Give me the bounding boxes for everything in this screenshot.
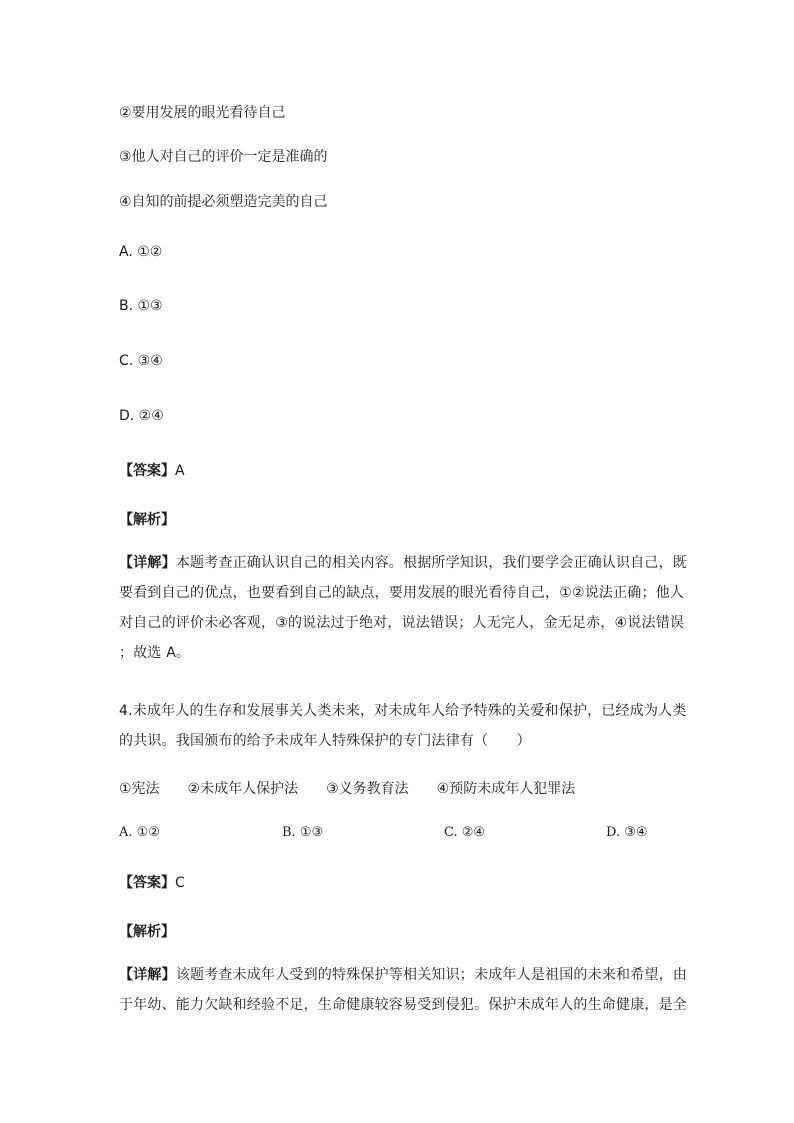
q3-detail-line-3: 对自己的评价未必客观，③的说法过于绝对，说法错误；人无完人，金无足赤，④说法错误 bbox=[119, 615, 685, 631]
q4-detail-line-1 bbox=[119, 960, 688, 990]
q3-answer-value: A bbox=[175, 463, 185, 479]
q3-answer bbox=[119, 461, 185, 481]
q3-option-d: D. ②④ bbox=[119, 408, 164, 424]
q4-detail-line-2: 于年幼、能力欠缺和经验不足，生命健康较容易受到侵犯。保护未成年人的生命健康，是全 bbox=[119, 997, 687, 1013]
q3-detail-text-1: 本题考查正确认识自己的相关内容。根据所学知识，我们要学会正确认识自己，既 bbox=[175, 555, 688, 571]
q4-option-a: A. ①② bbox=[119, 825, 160, 840]
q4-detail-label: 【详解】 bbox=[119, 967, 176, 983]
q4-stem bbox=[119, 696, 687, 756]
q4-option-b: B. ①③ bbox=[282, 825, 324, 840]
q4-analysis-label: 【解析】 bbox=[119, 924, 175, 940]
q4-detail-text-1: 该题考查未成年人受到的特殊保护等相关知识；未成年人是祖国的未来和希望，由 bbox=[175, 967, 688, 983]
q4-answer-label: 【答案】 bbox=[119, 875, 175, 891]
q3-detail-label: 【详解】 bbox=[119, 555, 176, 571]
q3-option-a: A. ①② bbox=[119, 244, 163, 260]
q4-option-d: D. ③④ bbox=[606, 825, 648, 840]
q4-detail bbox=[119, 960, 688, 1020]
q4-stem-line-1: 4.未成年人的生存和发展事关人类未来，对未成年人给予特殊的关爱和保护，已经成为人类 bbox=[119, 703, 687, 719]
q3-option-b: B. ①③ bbox=[119, 298, 163, 314]
q4-stem-line-2: 的共识。我国颁布的给予未成年人特殊保护的专门法律有（ ） bbox=[119, 733, 531, 749]
q4-statements: ①宪法 ②未成年人保护法 ③义务教育法 ④预防未成年人犯罪法 bbox=[119, 781, 576, 797]
q4-answer bbox=[119, 873, 185, 893]
q3-detail bbox=[119, 548, 688, 668]
q3-statement-3: ③他人对自己的评价一定是准确的 bbox=[119, 149, 328, 165]
q4-answer-value: C bbox=[175, 875, 185, 891]
q3-analysis-label: 【解析】 bbox=[119, 512, 175, 528]
q3-detail-line-4: ；故选 A。 bbox=[119, 645, 191, 661]
q3-statement-4: ④自知的前提必须塑造完美的自己 bbox=[119, 194, 328, 210]
q3-detail-line-1 bbox=[119, 548, 688, 578]
q4-option-c: C. ②④ bbox=[444, 825, 486, 840]
q3-option-c: C. ③④ bbox=[119, 353, 163, 369]
q3-answer-label: 【答案】 bbox=[119, 463, 175, 479]
q3-detail-line-2: 要看到自己的优点，也要看到自己的缺点，要用发展的眼光看待自己，①②说法正确；他人 bbox=[119, 585, 685, 601]
q3-statement-2: ②要用发展的眼光看待自己 bbox=[119, 105, 286, 121]
